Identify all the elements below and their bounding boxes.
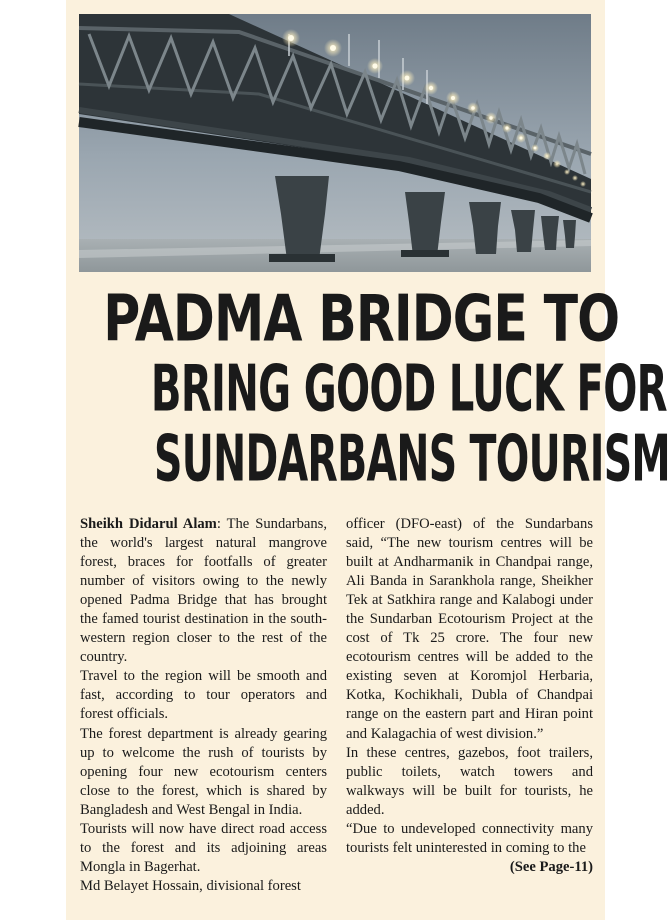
paragraph: Md Belayet Hossain, divisional forest bbox=[80, 877, 301, 894]
paragraph-text: “Due to undeveloped connectivity many tourists felt uninterested in coming to the bbox=[346, 820, 593, 856]
lead-paragraph bbox=[80, 515, 327, 667]
headline-line-3: SUNDARBANS TOURISM bbox=[154, 422, 670, 497]
paragraph: Travel to the region will be smooth and fast, according to tour operators and forest officials. bbox=[80, 668, 327, 723]
newspaper-clipping bbox=[66, 0, 670, 920]
headline-line-2: BRING GOOD LUCK FOR bbox=[150, 352, 667, 427]
paragraph: officer (DFO-east) of the Sundarbans said, “The new tourism centres will be built at Andharmanik in Chandpai range, Ali Banda in Sarankhola range, Sheikher Tek at Satkhira range and Kalabogi under the Sundarban Ecotourism Project at the cost of Tk 25 crore. The four new ecotourism centres will be added to the existing seven at Koromjol Herbaria, Kotka, Kochikhali, Dubla of Chandpai range on the eastern part and Hiran point and Kalagachia of west division.” bbox=[346, 516, 593, 742]
paragraph: The forest department is already gearing up to welcome the rush of tourists by opening four new ecotourism centers close to the forest, which is shared by Bangladesh and West Bengal in India. bbox=[80, 725, 327, 818]
article-column-right bbox=[346, 515, 593, 877]
paragraph bbox=[346, 820, 593, 875]
paragraph: In these centres, gazebos, foot trailers, public toilets, watch towers and walkways will be built for tourists, he added. bbox=[346, 744, 593, 818]
lead-text: : The Sundarbans, the world's largest natural mangrove forest, braces for footfalls of greater number of visitors owing to the newly opened Padma Bridge that has brought the famed tourist destination in the southwestern region closer to the rest of the country. bbox=[80, 516, 327, 666]
article-headline bbox=[78, 282, 670, 497]
article-column-left bbox=[80, 515, 327, 896]
continued-on-page-link[interactable]: (See Page-11) bbox=[509, 858, 593, 875]
headline-line-1: PADMA BRIDGE TO bbox=[103, 282, 620, 357]
paragraph: Tourists will now have direct road access to the forest and its adjoining areas Mongla in Bagerhat. bbox=[80, 820, 327, 875]
padma-bridge-photo bbox=[79, 14, 591, 272]
byline: Sheikh Didarul Alam bbox=[80, 516, 217, 532]
